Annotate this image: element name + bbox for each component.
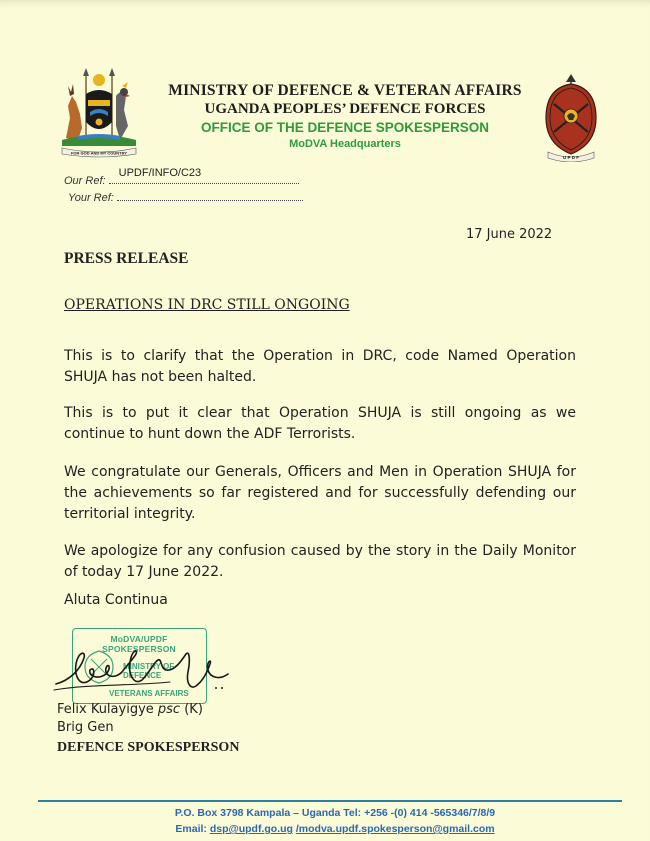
- stamp-top-text: MoDVA/UPDF SPOKESPERSON: [102, 634, 176, 654]
- updf-crest: [540, 70, 602, 162]
- our-ref-value: UPDF/INFO/C23: [118, 167, 202, 179]
- signatory-postnominal: psc: [157, 702, 181, 717]
- reference-block: [64, 167, 303, 206]
- coat-of-arms-motto: FOR GOD AND MY COUNTRY: [70, 150, 128, 156]
- body-paragraph: We apologize for any confusion caused by the story in the Daily Monitor of today 17 June 2022.: [64, 543, 576, 580]
- footer-contact: [150, 823, 520, 835]
- body-paragraph: This is to clarify that the Operation in DRC, code Named Operation SHUJA has not been halted.: [64, 348, 576, 385]
- document-date: 17 June 2022: [466, 227, 553, 242]
- footer-email-link[interactable]: dsp@updf.go.ug: [209, 823, 293, 835]
- footer-address: P.O. Box 3798 Kampala – Uganda Tel: +256 -(0) 414 -565346/7/8/9: [174, 807, 496, 819]
- footer-email-label: Email:: [175, 823, 207, 835]
- our-ref-row: [64, 167, 303, 189]
- office-name: OFFICE OF THE DEFENCE SPOKESPERSON: [200, 120, 490, 135]
- footer-social-link[interactable]: /modva.updf.spokesperson@gmail.com: [295, 823, 495, 835]
- headquarters-label: MoDVA Headquarters: [289, 138, 401, 150]
- closing-line: Aluta Continua: [64, 592, 168, 608]
- handwritten-signature: [50, 640, 240, 700]
- stamp-middle-text: MINISTRY OF DEFENCE: [123, 662, 175, 680]
- ministry-name: MINISTRY OF DEFENCE & VETERAN AFFAIRS: [168, 82, 522, 99]
- stamp-bottom-text: VETERANS AFFAIRS: [109, 689, 189, 698]
- your-ref-label: Your Ref:: [68, 192, 114, 204]
- your-ref-row: [64, 189, 303, 206]
- signatory-name: [57, 702, 203, 717]
- subject-heading: OPERATIONS IN DRC STILL ONGOING: [64, 297, 350, 313]
- signatory-rank: Brig Gen: [57, 720, 114, 735]
- your-ref-line: [117, 189, 303, 201]
- our-ref-label: Our Ref:: [64, 175, 106, 187]
- uganda-coat-of-arms: [56, 66, 142, 158]
- document-type-heading: PRESS RELEASE: [64, 250, 189, 267]
- signatory-suffix: (K): [184, 702, 203, 717]
- body-paragraph: This is to put it clear that Operation SHUJA is still ongoing as we continue to hunt down the ADF Terrorists.: [64, 405, 576, 442]
- body-paragraph: We congratulate our Generals, Officers and Men in Operation SHUJA for the achievements so far registered and for successfully defending our territorial integrity.: [64, 464, 576, 522]
- letterhead: [150, 82, 540, 150]
- footer-divider: [38, 800, 622, 802]
- force-name: UGANDA PEOPLES’ DEFENCE FORCES: [204, 101, 486, 117]
- signatory-title: DEFENCE SPOKESPERSON: [57, 740, 240, 755]
- crest-motto: U P D F: [563, 155, 579, 160]
- signatory-name-text: Felix Kulayigye: [57, 702, 154, 717]
- our-ref-line: [109, 167, 299, 184]
